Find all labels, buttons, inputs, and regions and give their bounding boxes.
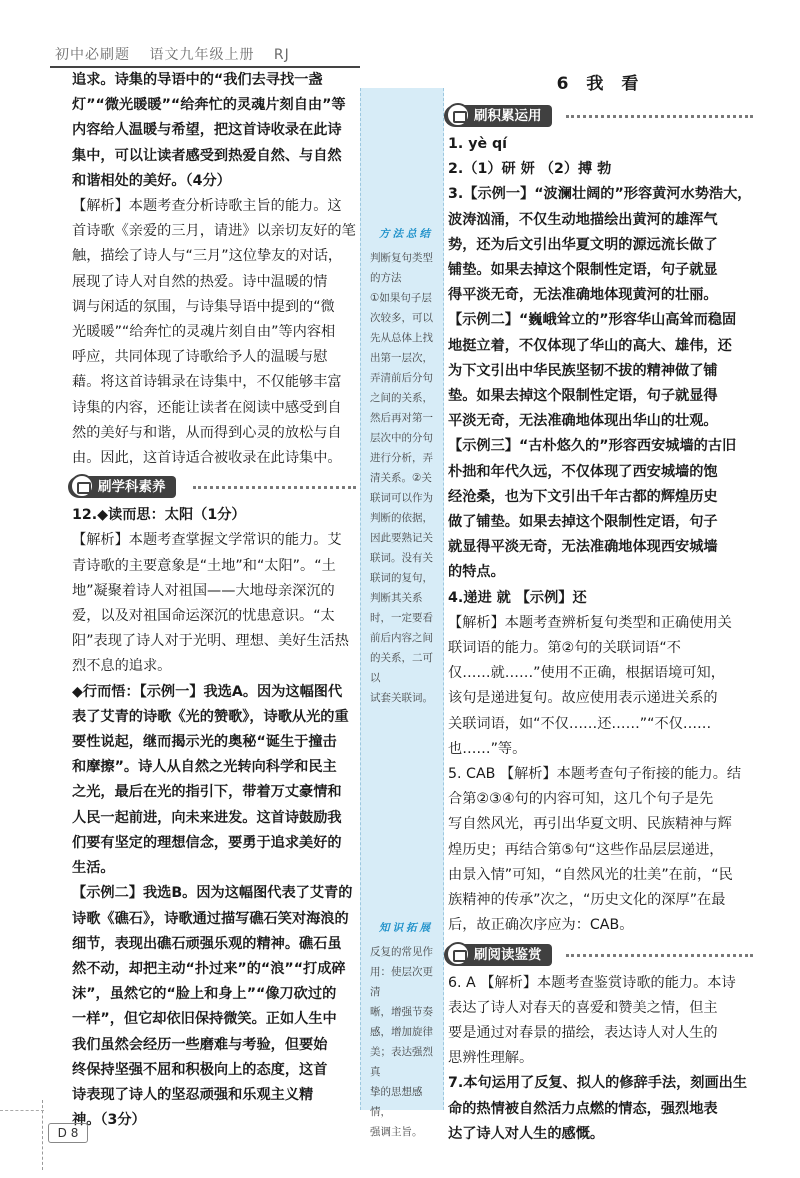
text-line: 后，故正确次序应为：CAB。 <box>448 917 634 934</box>
section-dotted-rule <box>566 954 753 957</box>
pen-book-icon <box>70 474 94 498</box>
text-line: 烈不息的追求。 <box>72 658 172 675</box>
text-line: 我们虽然会经历一些磨难与考验，但要始 <box>72 1036 328 1053</box>
text-line: 【解析】本题考查辨析复句类型和正确使用关 <box>448 614 732 631</box>
text-line: 合第②③④句的内容可知，这几个句子是先 <box>448 791 714 808</box>
tip-line: 的关系，二可以 <box>370 652 433 684</box>
text-line: 铺垫。如果去掉这个限制性定语，句子就显 <box>448 262 718 279</box>
text-line: 做了铺垫。如果去掉这个限制性定语，句子 <box>448 514 718 531</box>
section-dotted-rule <box>193 486 356 489</box>
text-line: 6. A 【解析】本题考查鉴赏诗歌的能力。本诗 <box>448 974 736 991</box>
tip-line: 联词可以作为 <box>370 492 433 504</box>
text-line: 【示例二】我选B。因为这幅图代表了艾青的 <box>72 885 353 902</box>
tip-line: 清关系。②关 <box>370 472 432 484</box>
text-line: ◆行而悟：【示例一】我选A。因为这幅图代 <box>72 683 343 700</box>
text-line: 神。（3分） <box>72 1112 146 1129</box>
tip-line: ①如果句子层 <box>370 292 432 304</box>
answer-7 <box>448 1071 753 1147</box>
text-line: 族精神的传承”次之，“历史文化的深厚”在最 <box>448 892 726 909</box>
text-line: 集中，可以让读者感受到热爱自然、与自然 <box>72 147 342 164</box>
text-line: 达了诗人对人生的感慨。 <box>448 1125 605 1142</box>
tip-line: 感，增加旋律 <box>370 1026 433 1038</box>
sidebar-tips <box>360 88 444 1138</box>
section-label: 刷阅读鉴赏 <box>474 946 542 963</box>
text-line: 写自然风光，再引出华夏文明、民族精神与辉 <box>448 816 732 833</box>
answer-3-4 <box>448 182 753 610</box>
text-line: 5. CAB 【解析】本题考查句子衔接的能力。结 <box>448 766 742 783</box>
tip-line: 前后内容之间 <box>370 632 433 644</box>
tip-body <box>370 942 442 1142</box>
section-dotted-rule <box>566 115 753 118</box>
analysis-block-1 <box>72 194 356 471</box>
left-column <box>72 68 356 1133</box>
tip-line: 次较多，可以 <box>370 312 433 324</box>
text-line: 青诗歌的主要意象是“土地”和“太阳”。“土 <box>72 557 336 574</box>
text-line: 垫。如果去掉这个限制性定语，句子就显得 <box>448 388 718 405</box>
answer-5 <box>448 762 753 938</box>
text-line: 仅……就……”使用不正确，根据语境可知， <box>448 665 725 682</box>
text-line: 首诗歌《亲爱的三月，请进》以亲切友好的笔 <box>72 223 356 240</box>
tip-title: 方法总结 <box>379 228 433 240</box>
answer-6 <box>448 971 753 1072</box>
text-line: 经沧桑，也为下文引出千年古都的辉煌历史 <box>448 488 718 505</box>
text-line: 们要有坚定的理想信念，要勇于追求美好的 <box>72 834 342 851</box>
tip-line: 用：使层次更清 <box>370 966 433 998</box>
tip-line: 挚的思想感情， <box>370 1086 423 1118</box>
analysis-block-2 <box>72 528 356 679</box>
text-line: 终保持坚强不屈和积极向上的态度，这首 <box>72 1061 328 1078</box>
text-line: 就显得平淡无奇，无法准确地体现西安城墙 <box>448 539 718 556</box>
tip-line: 出第一层次， <box>370 352 433 364</box>
text-line: 表了艾青的诗歌《光的赞歌》，诗歌从光的重 <box>72 708 349 725</box>
text-line: 灯”“微光暖暖”“给奔忙的灵魂片刻自由”等 <box>72 97 346 114</box>
text-line: 要性说起，继而揭示光的奥秘“诞生于撞击 <box>72 734 337 751</box>
page-header <box>55 44 355 64</box>
text-line: 联词语的能力。第②句的关联词语“不 <box>448 640 681 657</box>
tip-line: 时，一定要看 <box>370 612 433 624</box>
text-line: 要是通过对春景的描绘，表达诗人对人生的 <box>448 1024 718 1041</box>
text-line: 阳”表现了诗人对于光明、理想、美好生活热 <box>72 633 349 650</box>
lesson-title: 6 我 看 <box>556 74 645 94</box>
right-column <box>448 68 753 1147</box>
tip-line: 先从总体上找 <box>370 332 433 344</box>
text-line: 人民一起前进，向未来进发。这首诗鼓励我 <box>72 809 342 826</box>
text-line: 细节，表现出礁石顽强乐观的精神。礁石虽 <box>72 935 342 952</box>
text-line: 地挺立着，不仅体现了华山的高大、雄伟，还 <box>448 337 732 354</box>
text-line: 触，描绘了诗人与“三月”这位挚友的对话， <box>72 248 343 265</box>
text-line: 追求。诗集的导语中的“我们去寻找一盏 <box>72 72 323 88</box>
pen-book-icon <box>446 103 470 127</box>
text-line: 内容给人温暖与希望，把这首诗收录在此诗 <box>72 122 342 139</box>
section-label: 刷积累运用 <box>474 108 542 124</box>
answer-continuation <box>72 68 356 194</box>
text-line: 7.本句运用了反复、拟人的修辞手法，刻画出生 <box>448 1075 748 1092</box>
text-line: 由景入情”可知，“自然风光的壮美”在前，“民 <box>448 866 733 883</box>
text-line: 平淡无奇，无法准确地体现出华山的壮观。 <box>448 413 718 430</box>
analysis-4 <box>448 611 753 762</box>
text-line: 为下文引出中华民族坚韧不拔的精神做了铺 <box>448 362 718 379</box>
tip-line: 层次中的分句 <box>370 432 433 444</box>
tip-line: 的方法 <box>370 272 402 284</box>
section-header-reading <box>444 943 753 969</box>
tip-method-summary <box>370 224 442 708</box>
text-line: 1. yè qí <box>448 136 508 152</box>
text-line: 煌历史；再结合第⑤句“这些作品层层递进， <box>448 841 724 858</box>
text-line: 4.递进 就 【示例】还 <box>448 589 587 606</box>
text-line: 呼应，共同体现了诗歌给予人的温暖与慰 <box>72 349 328 366</box>
text-line: 的特点。 <box>448 564 505 581</box>
text-line: 朴拙和年代久远，不仅体现了西安城墙的饱 <box>448 463 718 480</box>
section-pill <box>68 476 176 498</box>
tip-line: 判断的依据， <box>370 512 433 524</box>
text-line: 诗表现了诗人的坚忍顽强和乐观主义精 <box>72 1086 314 1103</box>
text-line: 关联词语，如“不仅……还……”“不仅…… <box>448 715 712 732</box>
text-line: 然的美好与和谐，从而得到心灵的放松与自 <box>72 424 342 441</box>
pen-book-icon <box>446 942 470 966</box>
text-line: 也……”等。 <box>448 740 527 757</box>
text-line: 沫”，虽然它的“脸上和身上”“像刀砍过的 <box>72 986 337 1003</box>
tip-line: 试套关联词。 <box>370 692 433 704</box>
question-12 <box>72 503 356 528</box>
text-line: 势，还为后文引出华夏文明的源远流长做了 <box>448 236 718 253</box>
section-header-subject-literacy <box>68 475 356 501</box>
tip-line: 反复的常见作 <box>370 946 433 958</box>
text-line: 爱，以及对祖国命运深沉的忧患意识。“太 <box>72 608 335 625</box>
answers-1-2 <box>448 132 753 182</box>
tip-line: 进行分析，弄 <box>370 452 433 464</box>
tip-line: 之间的关系， <box>370 392 433 404</box>
section-pill <box>444 105 552 127</box>
text-line: 之光，最后在光的指引下，带着万丈豪情和 <box>72 784 342 801</box>
tip-title: 知识拓展 <box>379 922 433 934</box>
tip-knowledge-extension <box>370 918 442 1142</box>
edition-label: RJ <box>273 47 290 63</box>
answer-examples <box>72 680 356 1134</box>
text-line: 2.（1）研 妍 （2）搏 勃 <box>448 161 612 178</box>
tip-body <box>370 248 442 708</box>
text-line: 由。因此，这首诗适合被收录在此诗集中。 <box>72 450 342 467</box>
text-line: 波涛汹涌，不仅生动地描绘出黄河的雄浑气 <box>448 211 718 228</box>
text-line: 诗集的内容，还能让读者在阅读中感受到自 <box>72 399 342 416</box>
text-line: 一样”，但它却依旧保持微笑。正如人生中 <box>72 1011 337 1028</box>
text-line: 命的热情被自然活力点燃的情态，强烈地表 <box>448 1100 718 1117</box>
corner-dashed-line <box>0 1110 44 1111</box>
text-line: 诗歌《礁石》，诗歌通过描写礁石笑对海浪的 <box>72 910 349 927</box>
text-line: 得平淡无奇，无法准确地体现黄河的壮丽。 <box>448 287 718 304</box>
text-line: 【解析】本题考查掌握文学常识的能力。艾 <box>72 532 342 549</box>
section-pill <box>444 944 552 966</box>
tip-line: 判断复句类型 <box>370 252 433 264</box>
tip-line: 因此要熟记关 <box>370 532 433 544</box>
text-line: 地”凝聚着诗人对祖国——大地母亲深沉的 <box>72 582 335 599</box>
text-line: 思辨性理解。 <box>448 1050 534 1067</box>
text-line: 和摩擦”。诗人从自然之光转向科学和民主 <box>72 759 337 776</box>
text-line: 3.【示例一】“波澜壮阔的”形容黄河水势浩大， <box>448 186 752 203</box>
text-line: 生活。 <box>72 860 115 877</box>
tip-line: 然后再对第一 <box>370 412 433 424</box>
tip-line: 晰，增强节奏 <box>370 1006 433 1018</box>
text-line: 【示例二】“巍峨耸立的”形容华山高耸而稳固 <box>448 312 737 329</box>
tip-line: 强调主旨。 <box>370 1126 423 1138</box>
tip-line: 弄清前后分句 <box>370 372 433 384</box>
tip-line: 联词的复句， <box>370 572 433 584</box>
tip-line: 判断其关系 <box>370 592 423 604</box>
page-number-tag: D 8 <box>48 1123 88 1143</box>
subject-name: 语文九年级上册 <box>149 47 255 63</box>
text-line: 表达了诗人对春天的喜爱和赞美之情，但主 <box>448 999 718 1016</box>
section-label: 刷学科素养 <box>98 479 166 496</box>
text-line: 【示例三】“古朴悠久的”形容西安城墙的古旧 <box>448 438 737 455</box>
text-line: 光暖暖”“给奔忙的灵魂片刻自由”等内容相 <box>72 324 336 341</box>
tip-line: 美；表达强烈真 <box>370 1046 433 1078</box>
text-line: 展现了诗人对自然的热爱。诗中温暖的情 <box>72 273 328 290</box>
text-line: 和谐相处的美好。（4分） <box>72 172 231 189</box>
text-line: 该句是递进复句。故应使用表示递进关系的 <box>448 690 718 707</box>
book-name: 初中必刷题 <box>55 47 130 63</box>
text-line: 然不动，却把主动“扑过来”的“浪”“打成碎 <box>72 960 346 977</box>
text-line: 【解析】本题考查分析诗歌主旨的能力。这 <box>72 198 342 215</box>
text-line: 调与闲适的氛围，与诗集导语中提到的“微 <box>72 298 335 315</box>
section-header-accumulation <box>444 104 753 130</box>
tip-line: 联词。没有关 <box>370 552 433 564</box>
text-line: 藉。将这首诗辑录在诗集中，不仅能够丰富 <box>72 374 342 391</box>
text-line: 12.◆读而思：太阳（1分） <box>72 507 246 524</box>
